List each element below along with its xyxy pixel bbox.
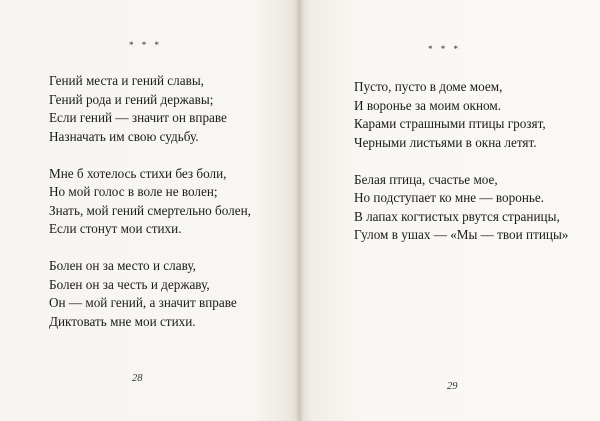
- page-number: 28: [132, 373, 143, 384]
- poem-line: В лапах когтистых рвутся страницы,: [354, 208, 560, 224]
- poem: [49, 72, 251, 331]
- stanza: [354, 78, 568, 152]
- right-page: [300, 0, 600, 421]
- poem-line: Пусто, пусто в доме моем,: [354, 79, 503, 94]
- poem-line: Болен он за честь и державу,: [49, 276, 210, 292]
- poem-line: Карами страшными птицы грозят,: [354, 116, 546, 131]
- page-number: 29: [447, 381, 458, 392]
- poem-line: Гений рода и гений державы;: [49, 91, 214, 107]
- poem-line: Но подступает ко мне — воронье.: [354, 190, 545, 205]
- poem-line: Но мой голос в воле не волен;: [49, 184, 218, 199]
- stanza: [354, 171, 568, 245]
- poem-line: Если гений — значит он вправе: [49, 110, 227, 125]
- poem-line: Он — мой гений, а значит вправе: [49, 295, 237, 310]
- poem-line: Диктовать мне мои стихи.: [49, 313, 196, 329]
- poem-line: Черными листьями в окна летят.: [354, 134, 537, 150]
- poem-line: Назначать им свою судьбу.: [49, 128, 199, 144]
- poem-line: Знать, мой гений смертельно болен,: [49, 202, 251, 218]
- section-ornament: * * *: [129, 40, 162, 50]
- poem-line: Мне б хотелось стихи без боли,: [49, 165, 227, 181]
- poem-line: И воронье за моим окном.: [354, 97, 502, 113]
- stanza: [49, 72, 251, 146]
- poem-line: Болен он за место и славу,: [49, 258, 196, 273]
- poem-line: Гений места и гений славы,: [49, 73, 204, 88]
- poem: [354, 78, 568, 245]
- poem-line: Если стонут мои стихи.: [49, 221, 182, 236]
- stanza: [49, 165, 251, 239]
- poem-line: Гулом в ушах — «Мы — твои птицы»: [354, 227, 569, 242]
- stanza: [49, 257, 251, 331]
- section-ornament: * * *: [428, 44, 461, 54]
- poem-line: Белая птица, счастье мое,: [354, 171, 498, 187]
